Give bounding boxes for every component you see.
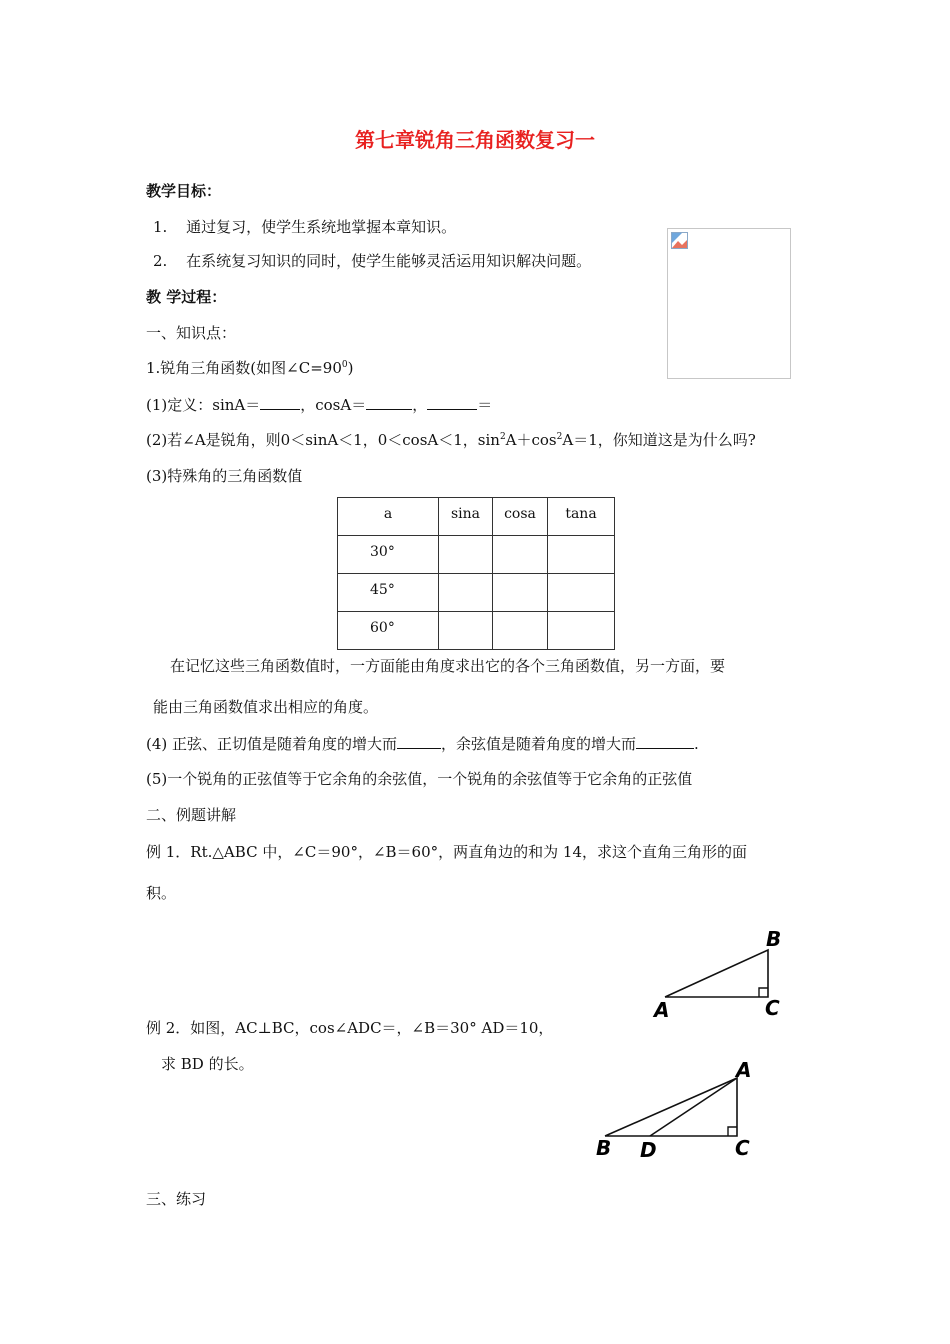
item-1-text: 1.锐角三角函数(如图∠C=90 [146,359,342,377]
table-angle-cell: 60° [338,612,439,650]
blank-sin[interactable] [260,395,300,410]
goal-text: 通过复习，使学生系统地掌握本章知识。 [186,218,457,236]
broken-image-icon [671,232,688,249]
item-1-close: ) [347,359,354,377]
memory-paragraph-line-2: 能由三角函数值求出相应的角度。 [153,698,379,716]
table-header-cell: cosa [493,498,548,536]
table-row [338,612,615,650]
table-empty-cell[interactable] [548,536,615,574]
table-empty-cell[interactable] [439,574,493,612]
special-angle-table [337,497,615,650]
section-examples: 二、例题讲解 [146,806,237,824]
triangle-abc-figure [650,925,795,1020]
table-empty-cell[interactable] [439,612,493,650]
line2-a: (2)若∠A是锐角，则0＜sinA＜1，0＜cosA＜1，sin [146,431,500,449]
line2-sup2: 2 [556,432,563,442]
table-empty-cell[interactable] [439,536,493,574]
definition-line [146,394,492,415]
section-knowledge: 一、知识点： [146,324,237,342]
example-1-line-2: 积。 [146,884,177,902]
example-1-line-1: 例 1．Rt.△ABC 中，∠C＝90°，∠B＝60°，两直角边的和为 14，求这个直角三角形的面 [146,843,747,861]
special-angles-line: (3)特殊角的三角函数值 [146,467,303,485]
example-2-line-1: 例 2．如图，AC⊥BC，cos∠ADC＝，∠B＝30° AD＝10， [146,1019,554,1037]
label-c: C [735,1136,750,1160]
complementary-line: (5)一个锐角的正弦值等于它余角的余弦值，一个锐角的余弦值等于它余角的正弦值 [146,770,693,788]
line2-b: A＋cos [505,431,557,449]
goal-number: 2. [153,252,168,270]
goal-item-1 [153,216,456,237]
table-angle-cell: 30° [338,536,439,574]
table-angle-cell: 45° [338,574,439,612]
line4-b: ，余弦值是随着角度的增大而 [441,735,637,753]
item-1-sup: 0 [341,360,348,370]
memory-paragraph-line-1: 在记忆这些三角函数值时，一方面能由角度求出它的各个三角函数值，另一方面，要 [170,657,726,675]
table-empty-cell[interactable] [548,612,615,650]
goal-item-2 [153,250,591,271]
table-header-cell: sina [439,498,493,536]
table-empty-cell[interactable] [493,612,548,650]
acute-angle-line [146,429,756,450]
table-header-cell: tana [548,498,615,536]
label-a: A [654,998,670,1020]
table-row [338,536,615,574]
table-empty-cell[interactable] [493,574,548,612]
line4-end: . [694,735,699,753]
def-prefix: (1)定义：sinA＝ [146,396,261,414]
monotonic-line [146,733,699,754]
blank-decrease[interactable] [636,734,694,749]
blank-cos[interactable] [366,395,412,410]
table-empty-cell[interactable] [493,536,548,574]
blank-tan[interactable] [427,395,477,410]
blank-increase[interactable] [397,734,441,749]
table-row [338,574,615,612]
label-c: C [765,996,780,1020]
broken-image-placeholder [667,228,791,379]
goal-number: 1. [153,218,168,236]
page-title: 第七章锐角三角函数复习一 [355,128,595,152]
segment-ad [650,1078,737,1136]
section-practice: 三、练习 [146,1190,207,1208]
triangle-abc-lines [665,950,768,997]
right-angle-mark [728,1127,737,1136]
def-cos: ，cosA＝ [300,396,367,414]
label-a: A [736,1058,752,1082]
def-eq: ＝ [477,396,493,414]
line4-a: (4) 正弦、正切值是随着角度的增大而 [146,735,398,753]
line2-sup1: 2 [499,432,506,442]
def-comma: ， [412,396,428,414]
table-empty-cell[interactable] [548,574,615,612]
line2-c: A＝1，你知道这是为什么吗? [562,431,756,449]
label-b: B [766,927,782,951]
goal-text: 在系统复习知识的同时，使学生能够灵活运用知识解决问题。 [186,252,592,270]
example-2-line-2: 求 BD 的长。 [161,1055,254,1073]
triangle-abc-lines [605,1078,737,1136]
goals-heading: 教学目标： [146,182,222,200]
table-header-cell: a [338,498,439,536]
table-header-row [338,498,615,536]
label-b: B [596,1136,612,1160]
triangle-abcd-figure [590,1058,765,1163]
process-heading: 教 学过程： [146,288,227,306]
item-1 [146,357,353,378]
label-d: D [640,1138,657,1162]
